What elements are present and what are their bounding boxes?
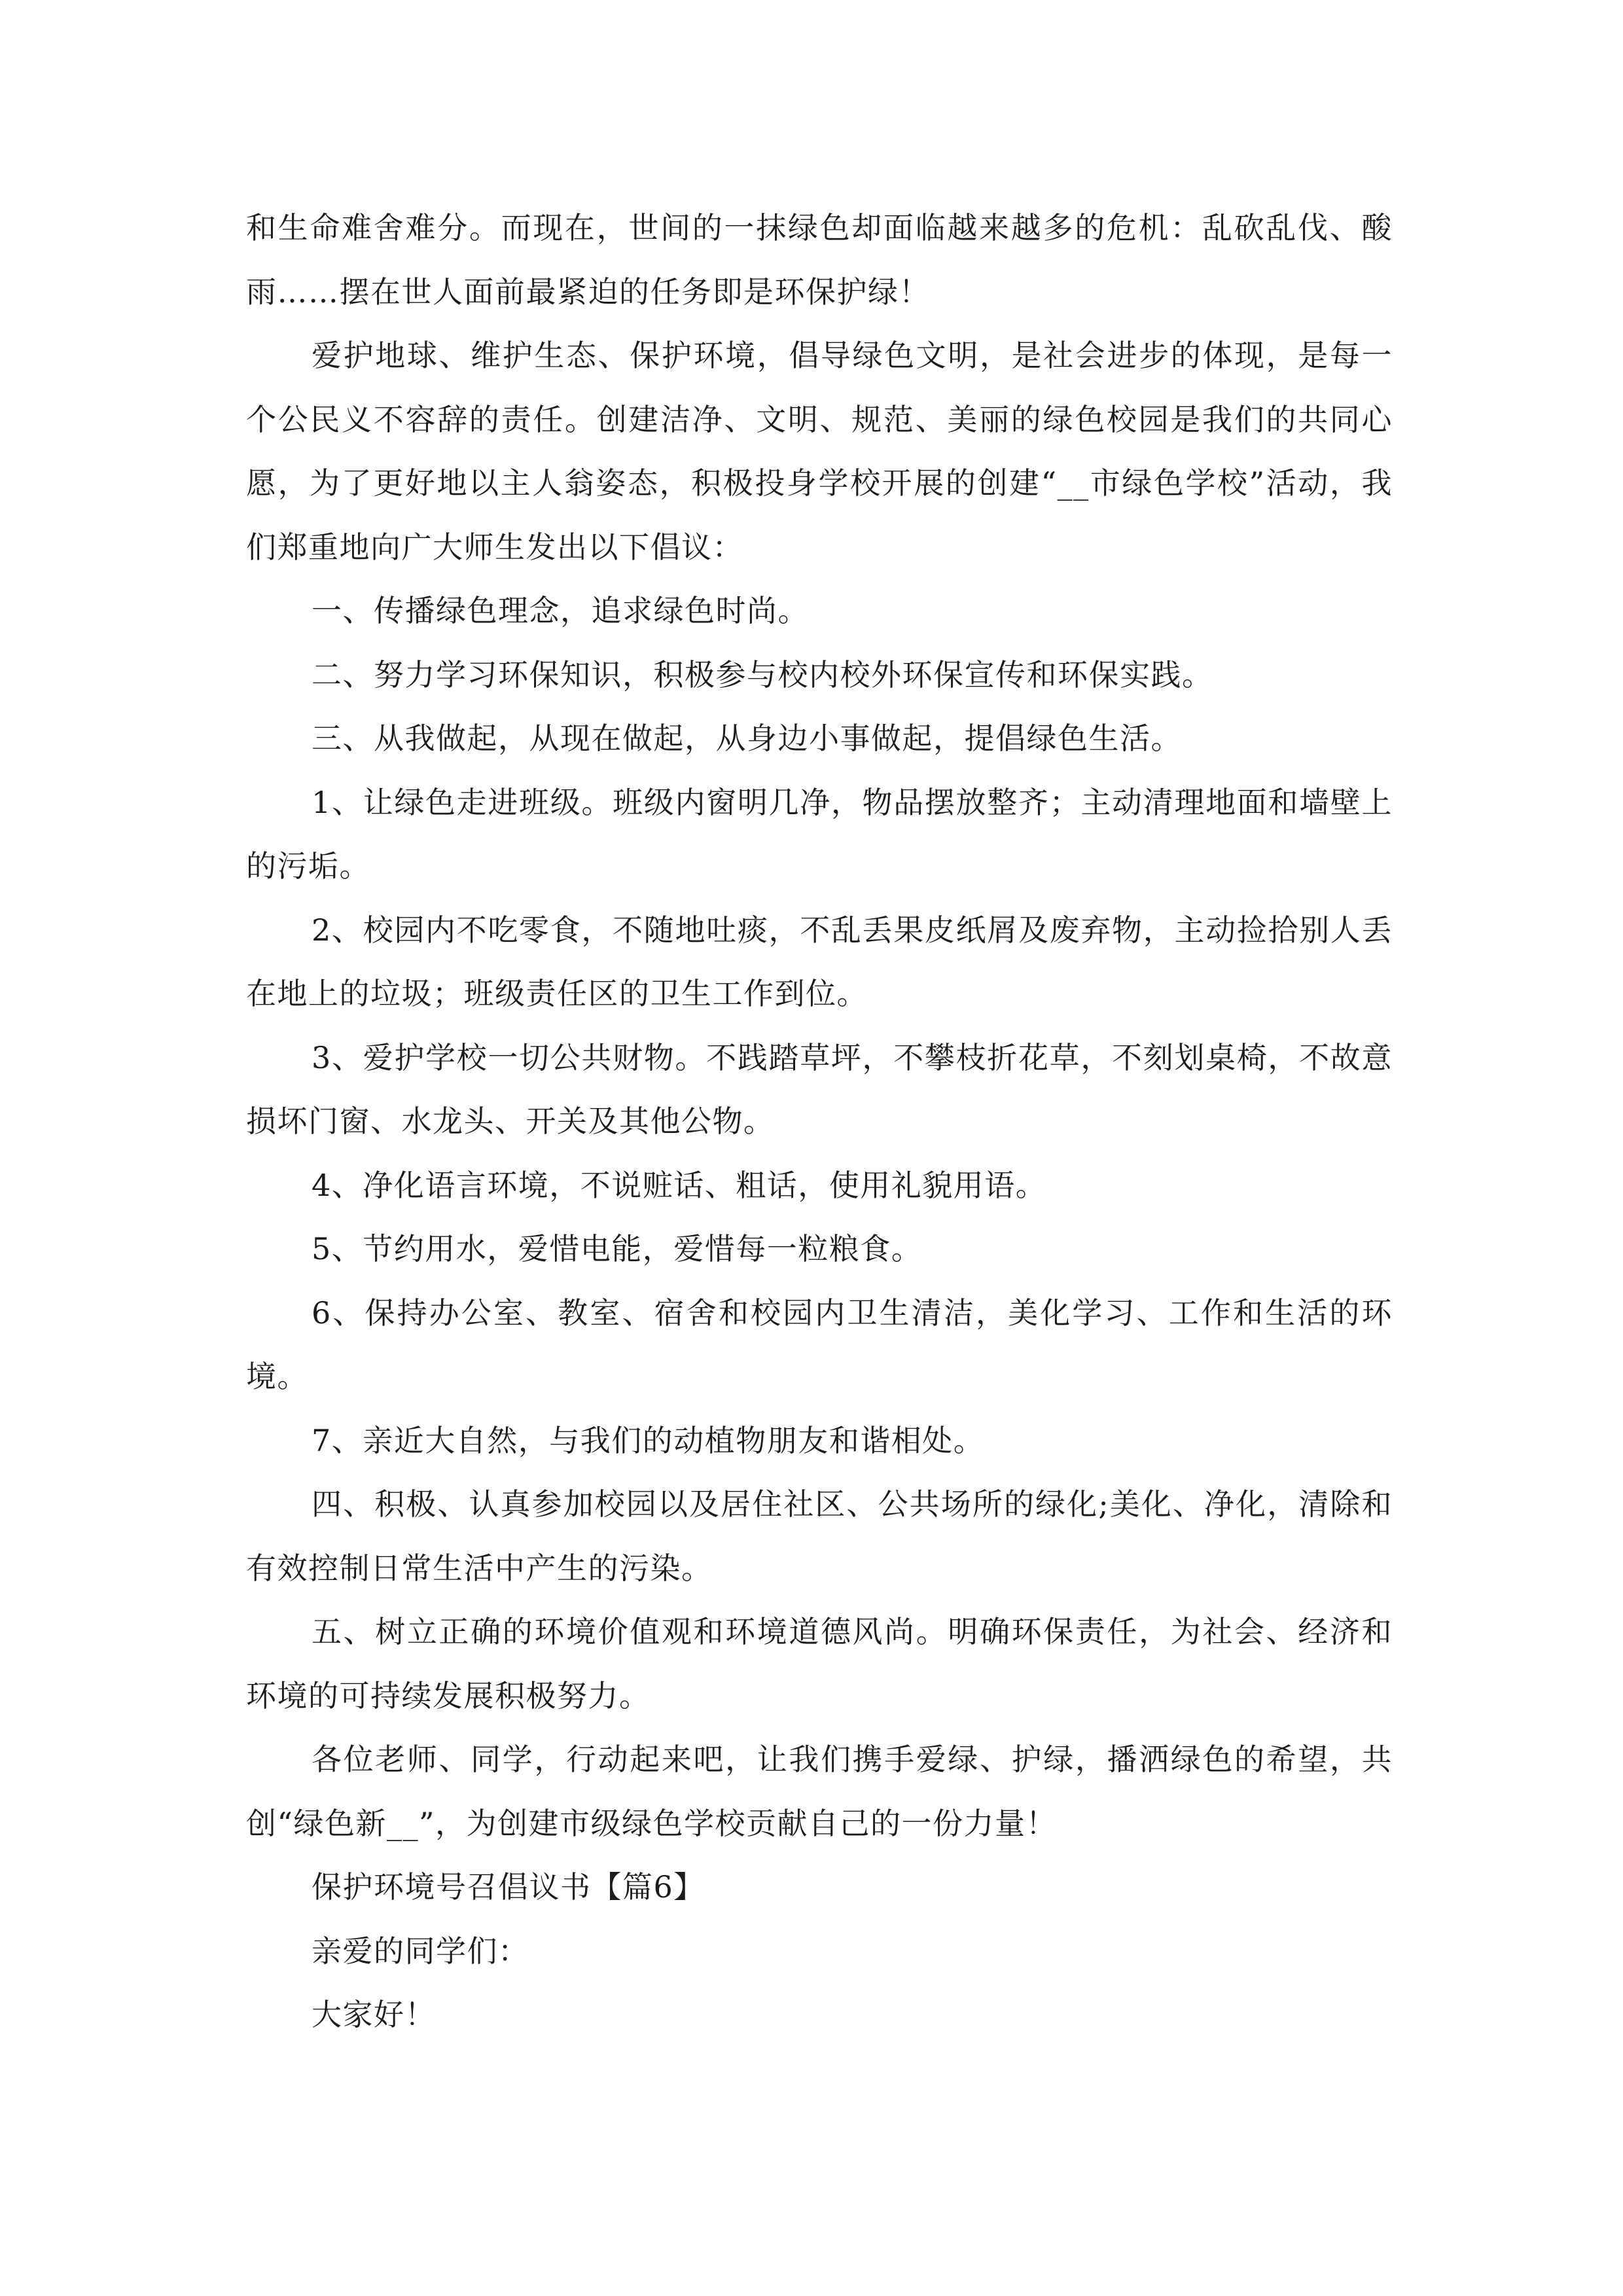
paragraph-subitem-6: 6、保持办公室、教室、宿舍和校园内卫生清洁，美化学习、工作和生活的环境。 [246, 1295, 1393, 1394]
paragraph-initiative-intro: 爱护地球、维护生态、保护环境，倡导绿色文明，是社会进步的体现，是每一个公民义不容辞的责任。创建洁净、文明、规范、美丽的绿色校园是我们的共同心愿，为了更好地以主人翁姿态，积极投身学校开展的创建“__市绿色学校”活动，我们郑重地向广大师生发出以下倡议： [246, 338, 1393, 565]
paragraph-item-5: 五、树立正确的环境价值观和环境道德风尚。明确环保责任，为社会、经济和环境的可持续发展积极努力。 [246, 1614, 1393, 1713]
section-heading: 保护环境号召倡议书【篇6】 [312, 1869, 705, 1905]
paragraph-subitem-1: 1、让绿色走进班级。班级内窗明几净，物品摆放整齐；主动清理地面和墙壁上的污垢。 [246, 784, 1393, 884]
paragraph-subitem-7: 7、亲近大自然，与我们的动植物朋友和谐相处。 [312, 1422, 985, 1458]
paragraph-item-2: 二、努力学习环保知识，积极参与校内校外环保宣传和环保实践。 [312, 656, 1213, 692]
paragraph-subitem-4: 4、净化语言环境，不说赃话、粗话，使用礼貌用语。 [312, 1167, 1047, 1203]
paragraph-item-3: 三、从我做起，从现在做起，从身边小事做起，提倡绿色生活。 [312, 721, 1182, 756]
salutation: 亲爱的同学们： [312, 1933, 529, 1969]
greeting: 大家好！ [312, 1997, 436, 2032]
paragraph-subitem-3: 3、爱护学校一切公共财物。不践踏草坪，不攀枝折花草，不刻划桌椅，不故意损坏门窗、水龙头、开关及其他公物。 [246, 1039, 1393, 1139]
document-body [246, 196, 1393, 2047]
paragraph-closing: 各位老师、同学，行动起来吧，让我们携手爱绿、护绿，播洒绿色的希望，共创“绿色新__”，为创建市级绿色学校贡献自己的一份力量！ [246, 1742, 1393, 1841]
paragraph-item-4: 四、积极、认真参加校园以及居住社区、公共场所的绿化;美化、净化，清除和有效控制日常生活中产生的污染。 [246, 1486, 1393, 1586]
paragraph-continuation: 和生命难舍难分。而现在，世间的一抹绿色却面临越来越多的危机：乱砍乱伐、酸雨……摆在世人面前最紧迫的任务即是环保护绿！ [246, 210, 1393, 310]
paragraph-subitem-2: 2、校园内不吃零食，不随地吐痰，不乱丢果皮纸屑及废弃物，主动捡拾别人丢在地上的垃圾；班级责任区的卫生工作到位。 [246, 912, 1393, 1011]
paragraph-subitem-5: 5、节约用水，爱惜电能，爱惜每一粒粮食。 [312, 1231, 923, 1266]
paragraph-item-1: 一、传播绿色理念，追求绿色时尚。 [312, 593, 809, 628]
